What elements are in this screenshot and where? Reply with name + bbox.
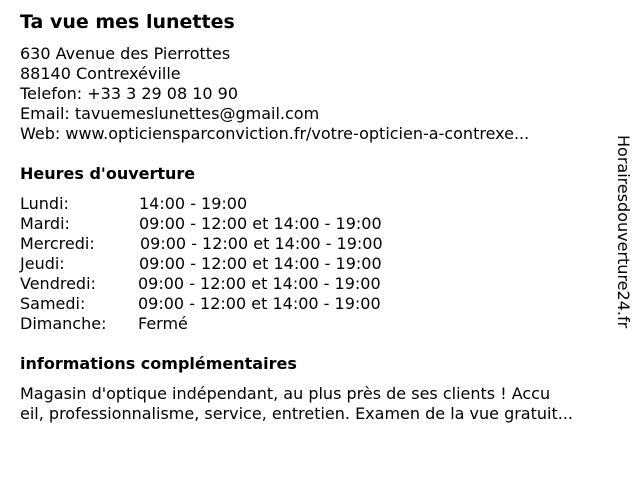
site-watermark [612,135,634,347]
day-label: Mercredi: [20,234,95,253]
email-address[interactable]: Email: tavuemeslunettes@gmail.com [20,104,320,123]
website-link[interactable]: Web: www.opticiensparconviction.fr/votre-opticien-a-contrexe... [20,124,530,143]
additional-info-heading: informations complémentaires [20,354,297,373]
day-label: Jeudi: [20,254,65,273]
time-value: 09:00 - 12:00 et 14:00 - 19:00 [139,254,382,273]
time-value: 09:00 - 12:00 et 14:00 - 19:00 [139,214,382,233]
address-line-1: 630 Avenue des Pierrottes [20,44,231,63]
day-label: Samedi: [20,294,86,313]
contact-block [20,44,529,144]
store-name: Ta vue mes lunettes [20,11,235,33]
time-value: Fermé [138,314,188,333]
additional-info-text [20,384,625,424]
watermark-text: Horairesdouverture24.fr [614,135,633,329]
time-value: 09:00 - 12:00 et 14:00 - 19:00 [138,294,381,313]
info-line-1: Magasin d'optique indépendant, au plus près de ses clients ! Accu [20,384,551,403]
time-value: 09:00 - 12:00 et 14:00 - 19:00 [138,274,381,293]
day-label: Lundi: [20,194,69,213]
opening-hours-heading: Heures d'ouverture [20,164,196,183]
day-label: Vendredi: [20,274,96,293]
phone-number[interactable]: Telefon: +33 3 29 08 10 90 [20,84,239,103]
time-value: 09:00 - 12:00 et 14:00 - 19:00 [140,234,383,253]
day-label: Dimanche: [20,314,107,333]
day-label: Mardi: [20,214,70,233]
info-line-2: eil, professionnalisme, service, entretien. Examen de la vue gratuit... [20,404,573,423]
address-line-2: 88140 Contrexéville [20,64,181,83]
time-value: 14:00 - 19:00 [139,194,248,213]
